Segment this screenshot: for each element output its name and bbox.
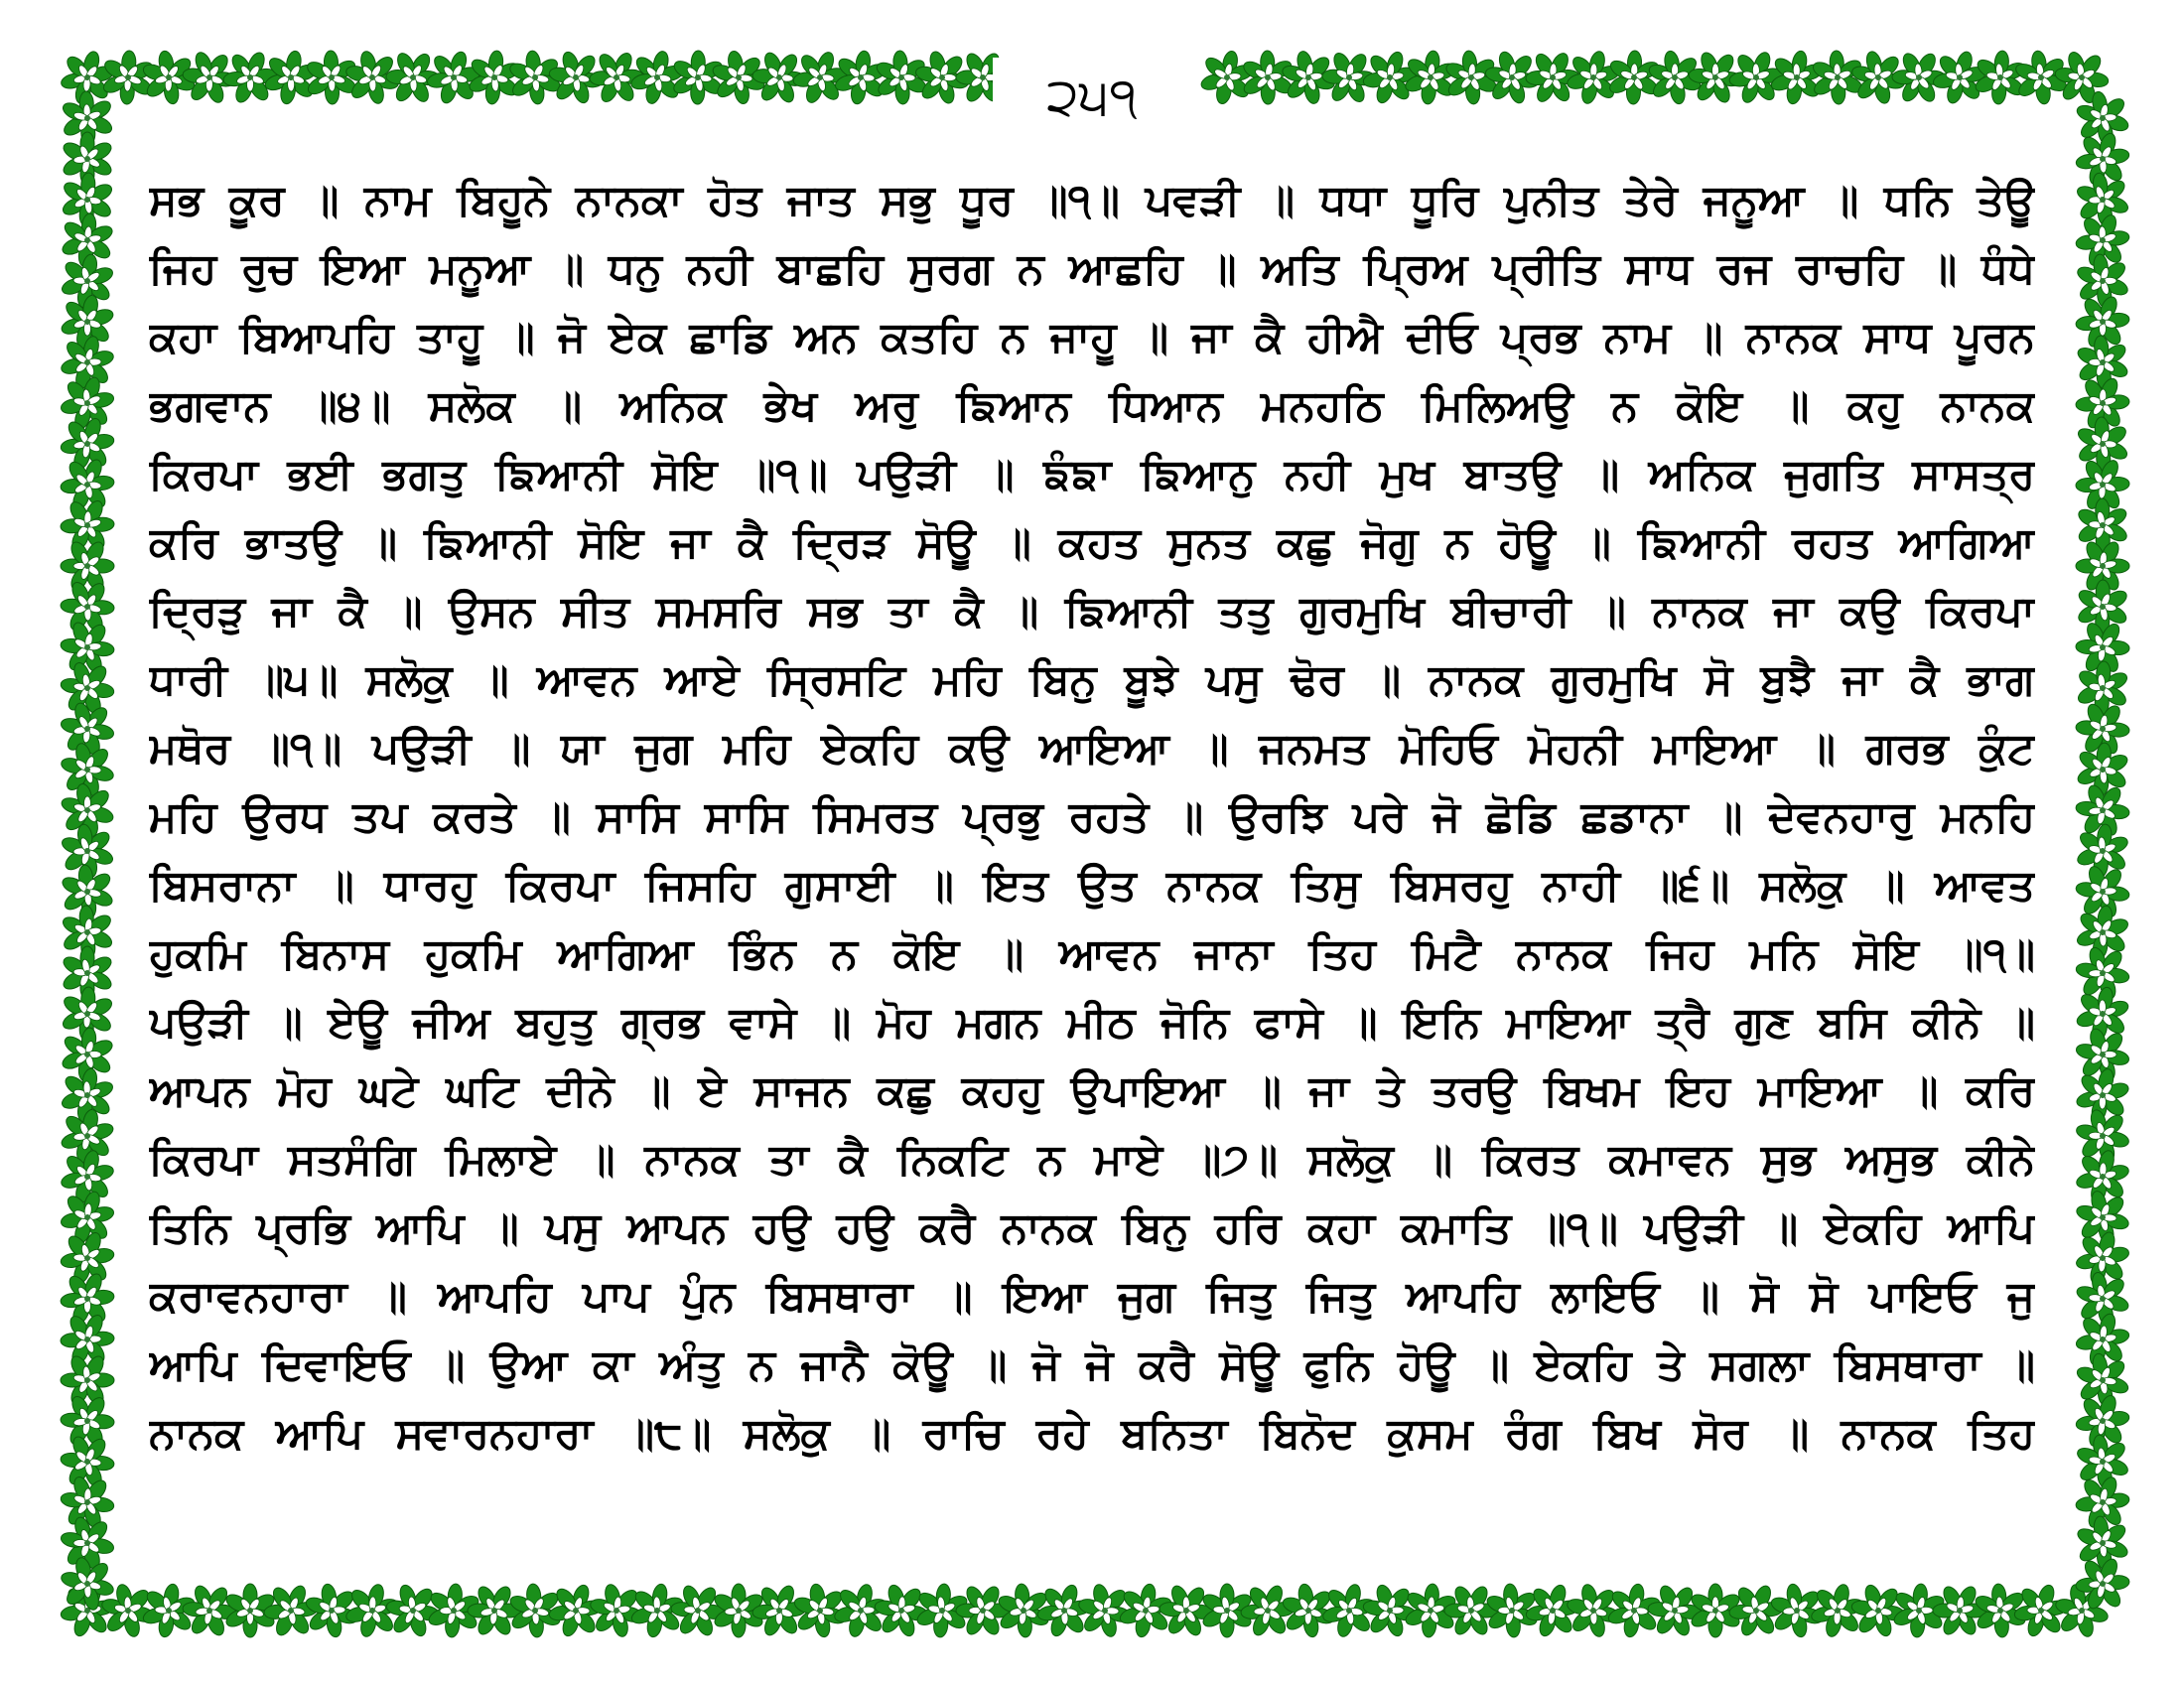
text-line: ਮਥੋਰ ॥੧॥ ਪਉੜੀ ॥ ਯਾ ਜੁਗ ਮਹਿ ਏਕਹਿ ਕਉ ਆਇਆ ॥ ਜਨਮਤ ਮੋਹਿਓ ਮੋਹਨੀ ਮਾਇਆ ॥ ਗਰਭ ਕੁੰਟ — [149, 724, 2035, 774]
text-line: ਭਗਵਾਨ ॥੪॥ ਸਲੋਕ ॥ ਅਨਿਕ ਭੇਖ ਅਰੁ ਙਿਆਨ ਧਿਆਨ ਮਨਹਠਿ ਮਿਲਿਅਉ ਨ ਕੋਇ ॥ ਕਹੁ ਨਾਨਕ — [149, 381, 2035, 431]
text-line: ਹੁਕਮਿ ਬਿਨਾਸ ਹੁਕਮਿ ਆਗਿਆ ਭਿੰਨ ਨ ਕੋਇ ॥ ਆਵਨ ਜਾਨਾ ਤਿਹ ਮਿਟੈ ਨਾਨਕ ਜਿਹ ਮਨਿ ਸੋਇ ॥੧॥ — [149, 929, 2035, 979]
text-line: ਜਿਹ ਰੁਚ ਇਆ ਮਨੂਆ ॥ ਧਨੁ ਨਹੀ ਬਾਛਹਿ ਸੁਰਗ ਨ ਆਛਹਿ ॥ ਅਤਿ ਪ੍ਰਿਅ ਪ੍ਰੀਤਿ ਸਾਧ ਰਜ ਰਾਚਹਿ ॥ ਧੰਧੇ — [149, 244, 2035, 294]
text-line: ਕਰਿ ਭਾਤਉ ॥ ਙਿਆਨੀ ਸੋਇ ਜਾ ਕੈ ਦ੍ਰਿੜ ਸੋਊ ॥ ਕਹਤ ਸੁਨਤ ਕਛੁ ਜੋਗੁ ਨ ਹੋਊ ॥ ਙਿਆਨੀ ਰਹਤ ਆਗਿਆ — [149, 518, 2035, 568]
text-line: ਬਿਸਰਾਨਾ ॥ ਧਾਰਹੁ ਕਿਰਪਾ ਜਿਸਹਿ ਗੁਸਾਈ ॥ ਇਤ ਉਤ ਨਾਨਕ ਤਿਸੁ ਬਿਸਰਹੁ ਨਾਹੀ ॥੬॥ ਸਲੋਕੁ ॥ ਆਵਤ — [149, 861, 2035, 911]
text-line: ਸਭ ਕੂਰ ॥ ਨਾਮ ਬਿਹੂਨੇ ਨਾਨਕਾ ਹੋਤ ਜਾਤ ਸਭੁ ਧੂਰ ॥੧॥ ਪਵੜੀ ॥ ਧਧਾ ਧੂਰਿ ਪੁਨੀਤ ਤੇਰੇ ਜਨੂਆ ॥ ਧਨਿ ਤੇਊ — [149, 176, 2035, 225]
text-line: ਨਾਨਕ ਆਪਿ ਸਵਾਰਨਹਾਰਾ ॥੮॥ ਸਲੋਕੁ ॥ ਰਾਚਿ ਰਹੇ ਬਨਿਤਾ ਬਿਨੋਦ ਕੁਸਮ ਰੰਗ ਬਿਖ ਸੋਰ ॥ ਨਾਨਕ ਤਿਹ — [149, 1409, 2035, 1459]
text-line: ਕਹਾ ਬਿਆਪਹਿ ਤਾਹੂ ॥ ਜੋ ਏਕ ਛਾਡਿ ਅਨ ਕਤਹਿ ਨ ਜਾਹੂ ॥ ਜਾ ਕੈ ਹੀਐ ਦੀਓ ਪ੍ਰਭ ਨਾਮ ॥ ਨਾਨਕ ਸਾਧ ਪੂਰਨ — [149, 313, 2035, 362]
gurmukhi-text-block — [149, 171, 2035, 1541]
text-line: ਤਿਨਿ ਪ੍ਰਭਿ ਆਪਿ ॥ ਪਸੁ ਆਪਨ ਹਉ ਹਉ ਕਰੈ ਨਾਨਕ ਬਿਨੁ ਹਰਿ ਕਹਾ ਕਮਾਤਿ ॥੧॥ ਪਉੜੀ ॥ ਏਕਹਿ ਆਪਿ — [149, 1203, 2035, 1253]
page-number: ੨੫੧ — [993, 58, 1191, 137]
text-line: ਪਉੜੀ ॥ ਏਊ ਜੀਅ ਬਹੁਤੁ ਗ੍ਰਭ ਵਾਸੇ ॥ ਮੋਹ ਮਗਨ ਮੀਠ ਜੋਨਿ ਫਾਸੇ ॥ ਇਨਿ ਮਾਇਆ ਤ੍ਰੈ ਗੁਣ ਬਸਿ ਕੀਨੇ ॥ — [149, 998, 2035, 1048]
text-line: ਆਪਨ ਮੋਹ ਘਟੇ ਘਟਿ ਦੀਨੇ ॥ ਏ ਸਾਜਨ ਕਛੁ ਕਹਹੁ ਉਪਾਇਆ ॥ ਜਾ ਤੇ ਤਰਉ ਬਿਖਮ ਇਹ ਮਾਇਆ ॥ ਕਰਿ — [149, 1066, 2035, 1116]
text-line: ਆਪਿ ਦਿਵਾਇਓ ॥ ਉਆ ਕਾ ਅੰਤੁ ਨ ਜਾਨੈ ਕੋਊ ॥ ਜੋ ਜੋ ਕਰੈ ਸੋਊ ਫੁਨਿ ਹੋਊ ॥ ਏਕਹਿ ਤੇ ਸਗਲਾ ਬਿਸਥਾਰਾ ॥ — [149, 1340, 2035, 1390]
text-line: ਮਹਿ ਉਰਧ ਤਪ ਕਰਤੇ ॥ ਸਾਸਿ ਸਾਸਿ ਸਿਮਰਤ ਪ੍ਰਭੁ ਰਹਤੇ ॥ ਉਰਝਿ ਪਰੇ ਜੋ ਛੋਡਿ ਛਡਾਨਾ ॥ ਦੇਵਨਹਾਰੁ ਮਨਹਿ — [149, 792, 2035, 842]
text-line: ਕਿਰਪਾ ਸਤਸੰਗਿ ਮਿਲਾਏ ॥ ਨਾਨਕ ਤਾ ਕੈ ਨਿਕਟਿ ਨ ਮਾਏ ॥੭॥ ਸਲੋਕੁ ॥ ਕਿਰਤ ਕਮਾਵਨ ਸੁਭ ਅਸੁਭ ਕੀਨੇ — [149, 1135, 2035, 1185]
text-line: ਕਿਰਪਾ ਭਈ ਭਗਤੁ ਙਿਆਨੀ ਸੋਇ ॥੧॥ ਪਉੜੀ ॥ ਙੰਙਾ ਙਿਆਨੁ ਨਹੀ ਮੁਖ ਬਾਤਉ ॥ ਅਨਿਕ ਜੁਗਤਿ ਸਾਸਤ੍ਰ — [149, 450, 2035, 499]
text-line: ਦ੍ਰਿੜੁ ਜਾ ਕੈ ॥ ਉਸਨ ਸੀਤ ਸਮਸਰਿ ਸਭ ਤਾ ਕੈ ॥ ਙਿਆਨੀ ਤਤੁ ਗੁਰਮੁਖਿ ਬੀਚਾਰੀ ॥ ਨਾਨਕ ਜਾ ਕਉ ਕਿਰਪਾ — [149, 587, 2035, 636]
text-line: ਧਾਰੀ ॥੫॥ ਸਲੋਕੁ ॥ ਆਵਨ ਆਏ ਸ੍ਰਿਸਟਿ ਮਹਿ ਬਿਨੁ ਬੂਝੇ ਪਸੁ ਢੋਰ ॥ ਨਾਨਕ ਗੁਰਮੁਖਿ ਸੋ ਬੁਝੈ ਜਾ ਕੈ ਭਾਗ — [149, 655, 2035, 705]
text-line: ਕਰਾਵਨਹਾਰਾ ॥ ਆਪਹਿ ਪਾਪ ਪੁੰਨ ਬਿਸਥਾਰਾ ॥ ਇਆ ਜੁਗ ਜਿਤੁ ਜਿਤੁ ਆਪਹਿ ਲਾਇਓ ॥ ਸੋ ਸੋ ਪਾਇਓ ਜੁ — [149, 1272, 2035, 1322]
